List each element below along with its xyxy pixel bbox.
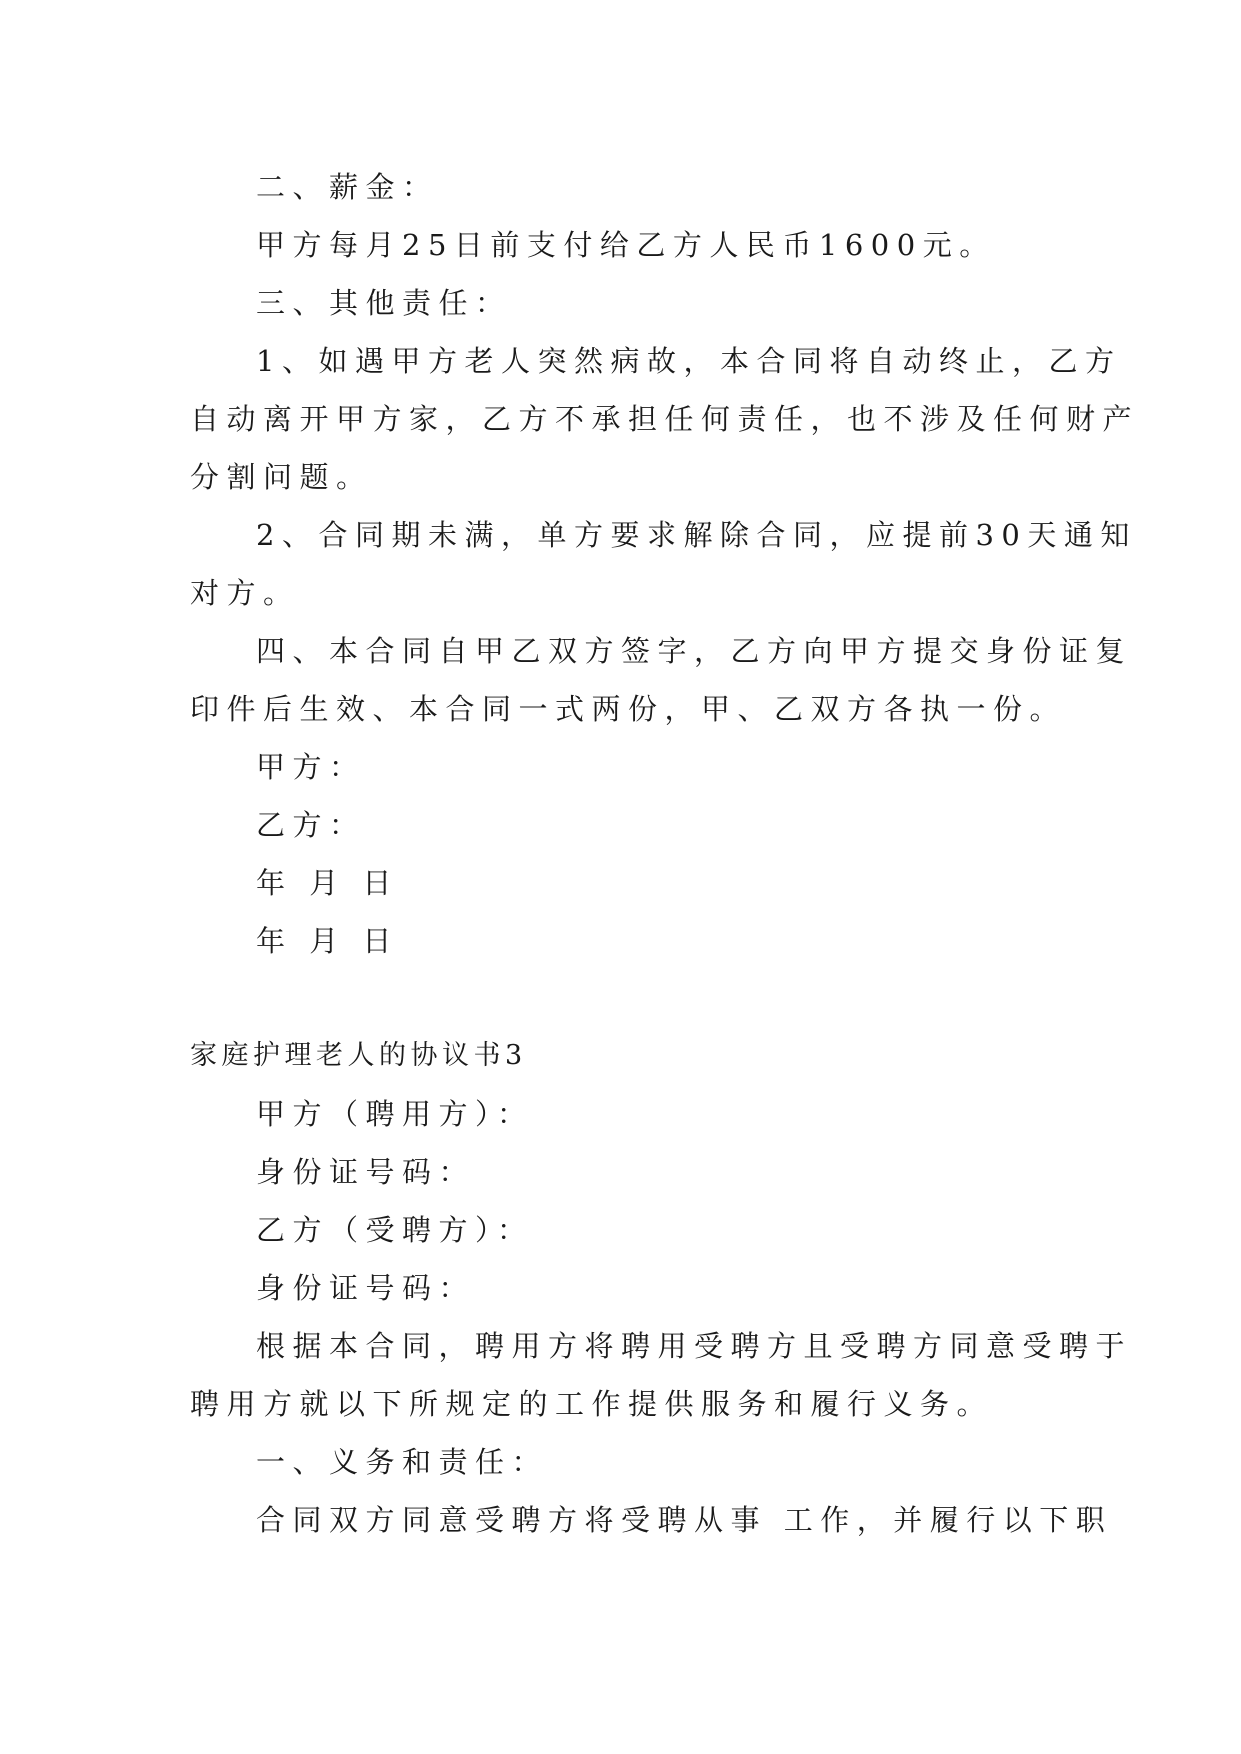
paragraph-line: 自动离开甲方家，乙方不承担任何责任，也不涉及任何财产 — [190, 402, 1140, 436]
paragraph-line: 1、如遇甲方老人突然病故，本合同将自动终止，乙方 — [256, 344, 1122, 378]
date-line: 年 月 日 — [256, 924, 399, 958]
paragraph-line: 分割问题。 — [190, 460, 373, 494]
paragraph-line: 聘用方就以下所规定的工作提供服务和履行义务。 — [190, 1387, 994, 1421]
party-a-label: 甲方（聘用方）： — [256, 1097, 534, 1131]
id-number-label: 身份证号码： — [256, 1271, 476, 1305]
salary-text: 甲方每月25日前支付给乙方人民币1600元。 — [256, 228, 996, 262]
party-b-signature: 乙方： — [256, 808, 366, 842]
id-number-label: 身份证号码： — [256, 1155, 476, 1189]
paragraph-line: 根据本合同，聘用方将聘用受聘方且受聘方同意受聘于 — [256, 1329, 1133, 1363]
party-b-label: 乙方（受聘方）： — [256, 1213, 534, 1247]
paragraph-line: 2、合同期未满，单方要求解除合同，应提前30天通知 — [256, 518, 1137, 552]
paragraph-line: 对方。 — [190, 576, 300, 610]
paragraph-line: 合同双方同意受聘方将受聘从事 工作，并履行以下职 — [256, 1503, 1113, 1537]
duties-heading: 一、义务和责任： — [256, 1445, 549, 1479]
date-line: 年 月 日 — [256, 866, 399, 900]
section-title: 家庭护理老人的协议书3 — [190, 1040, 527, 1071]
other-duties-heading: 三、其他责任： — [256, 286, 512, 320]
salary-heading: 二、薪金： — [256, 170, 439, 204]
paragraph-line: 四、本合同自甲乙双方签字，乙方向甲方提交身份证复 — [256, 634, 1133, 668]
party-a-signature: 甲方： — [256, 750, 366, 784]
paragraph-line: 印件后生效、本合同一式两份，甲、乙双方各执一份。 — [190, 692, 1067, 726]
